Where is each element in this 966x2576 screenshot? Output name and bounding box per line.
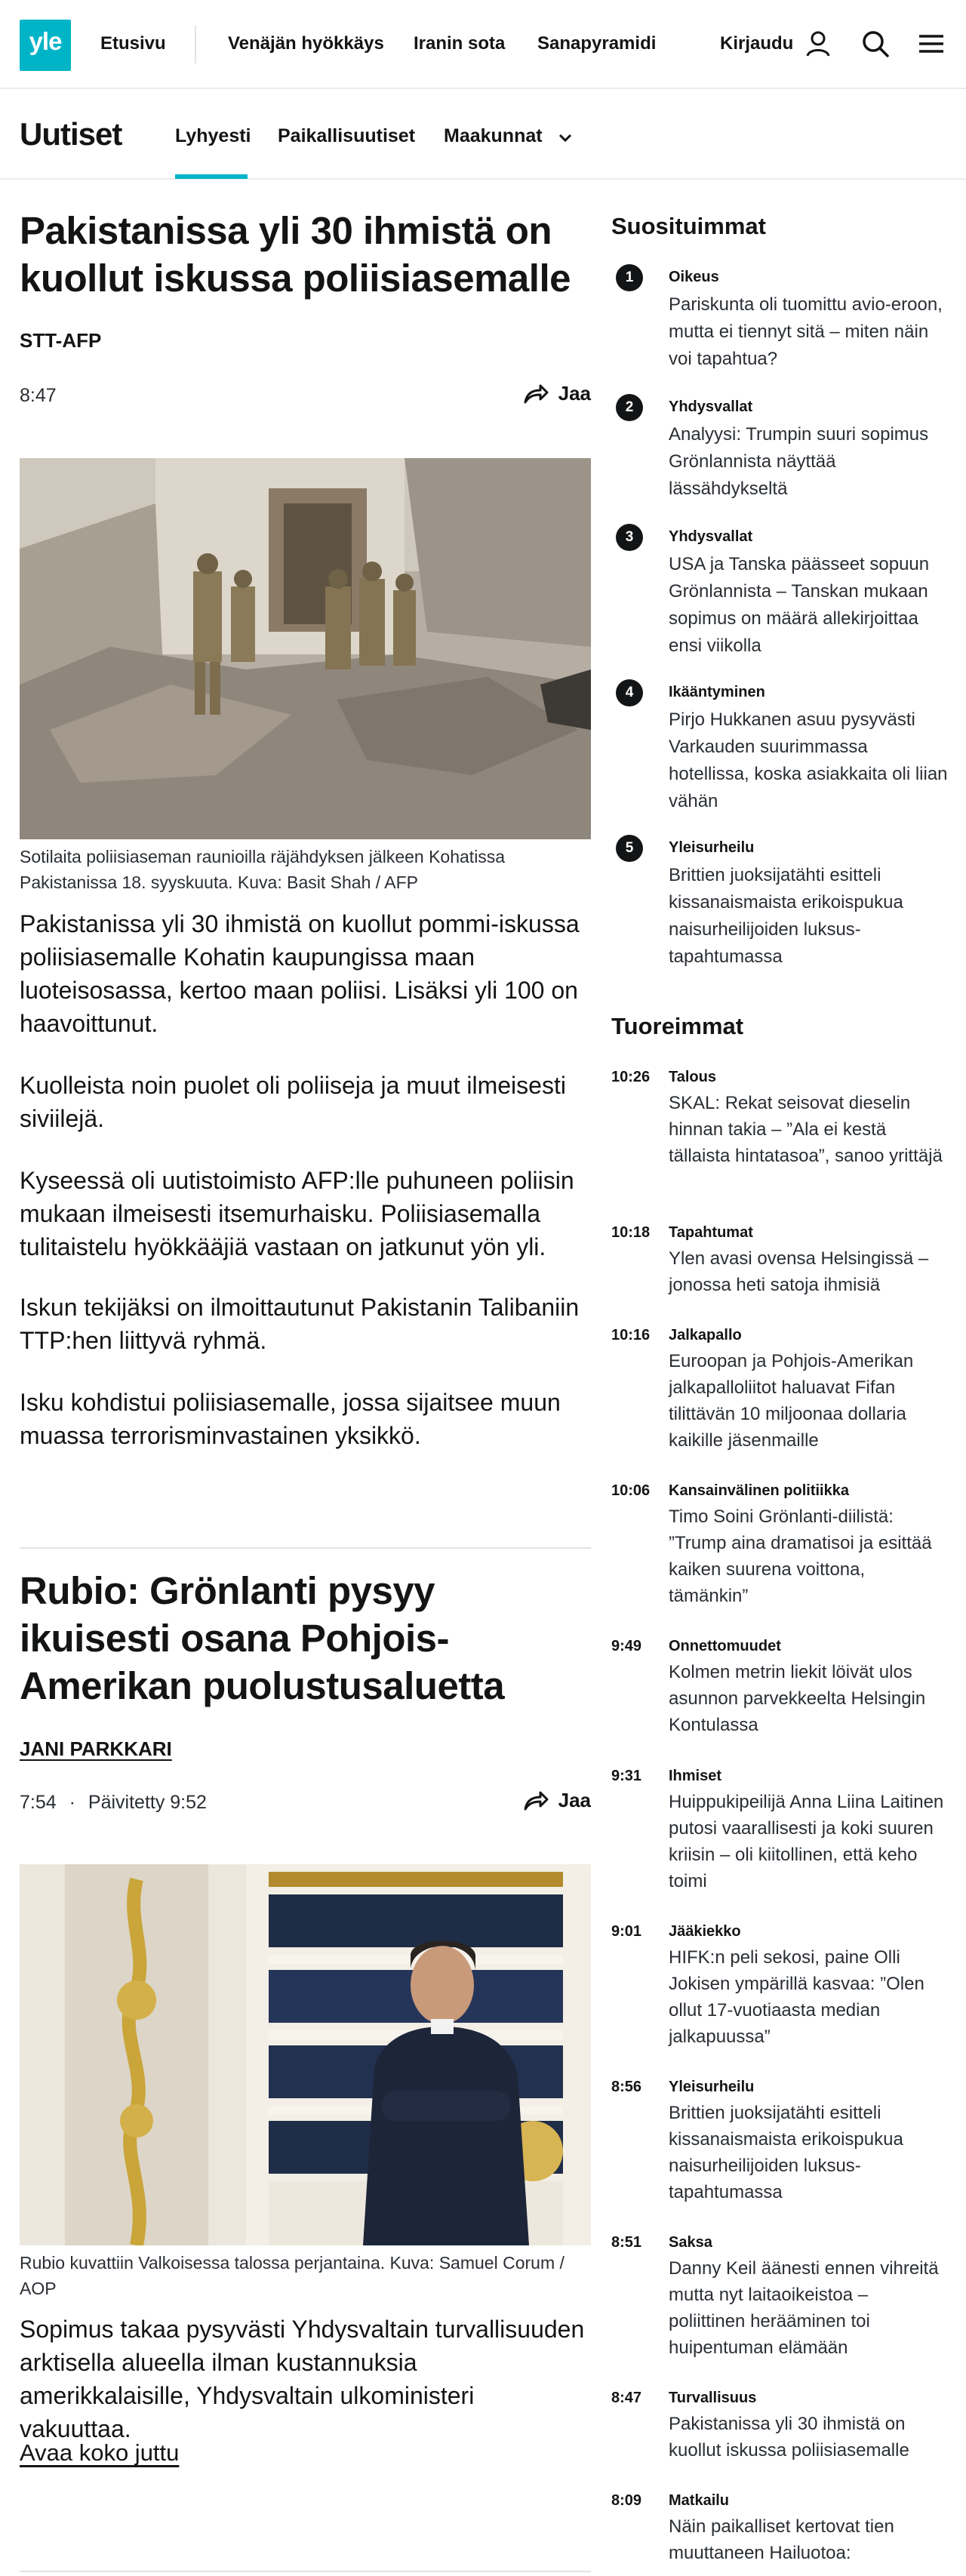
share-button[interactable] xyxy=(522,382,591,405)
active-tab-indicator xyxy=(175,174,248,179)
logo-text: yle xyxy=(29,27,62,55)
article-photo-soldiers[interactable] xyxy=(20,458,591,839)
latest-time: 10:26 xyxy=(611,1069,651,1085)
latest-headline[interactable]: Timo Soini Grönlanti-diilistä: ”Trump aina dramatisoi ja esittää kaiken suurena voittona, tämänkin” xyxy=(669,1507,932,1606)
latest-time: 8:56 xyxy=(611,2079,642,2095)
latest-headline[interactable]: Näin paikalliset kertovat tien muuttaneen Hailuotoa: xyxy=(669,2516,894,2563)
rank-badge: 2 xyxy=(616,394,643,421)
article-photo-rubio[interactable] xyxy=(20,1864,591,2245)
latest-time: 10:06 xyxy=(611,1482,651,1499)
article-paragraph: Sopimus takaa pysyvästi Yhdysvaltain turvallisuuden arktisella alueella ilman kustannuksia amerikkalaisille, Yhdysvaltain ulkoministeri vakuuttaa. xyxy=(20,2316,585,2442)
tab-maakunnat[interactable]: Maakunnat xyxy=(444,125,543,146)
latest-category: Talous xyxy=(669,1069,716,1085)
author-link[interactable]: JANI PARKKARI xyxy=(20,1737,172,1760)
latest-category: Ihmiset xyxy=(669,1768,722,1784)
rank-badge: 4 xyxy=(616,679,643,706)
photo-caption: Rubio kuvattiin Valkoisessa talossa perjantaina. Kuva: Samuel Corum / AOP xyxy=(20,2253,565,2298)
latest-headline[interactable]: Pakistanissa yli 30 ihmistä on kuollut iskussa poliisiasemalle xyxy=(669,2414,909,2461)
latest-category: Tapahtumat xyxy=(669,1224,753,1241)
latest-time: 9:49 xyxy=(611,1638,642,1654)
latest-category: Yleisurheilu xyxy=(669,2079,755,2095)
article-paragraph: Kuolleista noin puolet oli poliiseja ja muut ilmeisesti siviilejä. xyxy=(20,1072,566,1132)
popular-category: Ikääntyminen xyxy=(669,684,765,700)
share-label: Jaa xyxy=(558,1789,591,1811)
rank-badge: 5 xyxy=(616,835,643,862)
article-paragraph: Isku kohdistui poliisiasemalle, jossa sijaitsee muun muassa terrorisminvastainen yksikkö. xyxy=(20,1389,561,1449)
section-title[interactable]: Uutiset xyxy=(20,116,122,152)
nav-sanapyramidi[interactable]: Sanapyramidi xyxy=(537,33,657,54)
share-icon xyxy=(522,1790,549,1812)
meta-separator: · xyxy=(69,1792,75,1813)
rank-badge: 3 xyxy=(616,524,643,551)
login-link[interactable]: Kirjaudu xyxy=(720,33,794,54)
article-divider xyxy=(20,1547,591,1549)
popular-category: Yleisurheilu xyxy=(669,839,755,856)
latest-category: Kansainvälinen politiikka xyxy=(669,1482,849,1499)
latest-category: Turvallisuus xyxy=(669,2390,757,2406)
search-icon[interactable] xyxy=(859,27,892,60)
nav-venajan-hyokkays[interactable]: Venäjän hyökkäys xyxy=(228,33,384,54)
read-more-link[interactable]: Avaa koko juttu xyxy=(20,2439,180,2466)
popular-headline[interactable]: Analyysi: Trumpin suuri sopimus Grönlannista näyttää lässähdykseltä xyxy=(669,424,929,499)
share-button[interactable] xyxy=(522,1789,591,1812)
rank-badge: 1 xyxy=(616,264,643,291)
yle-logo[interactable] xyxy=(20,20,71,71)
article-updated: Päivitetty 9:52 xyxy=(88,1792,207,1813)
article-paragraph: Kyseessä oli uutistoimisto AFP:lle puhuneen poliisin mukaan ilmeisesti itsemurhaisku. Poliisiasemalla tulitaistelu hyökkääjiä vastaan on jatkunut yön yli. xyxy=(20,1167,574,1260)
article-time: 8:47 xyxy=(20,385,57,406)
popular-category: Oikeus xyxy=(669,269,719,285)
latest-category: Onnettomuudet xyxy=(669,1638,781,1654)
popular-category: Yhdysvallat xyxy=(669,528,753,545)
menu-icon[interactable] xyxy=(915,27,948,60)
article-divider xyxy=(20,2571,591,2572)
latest-headline[interactable]: Danny Keil äänesti ennen vihreitä mutta nyt laitaoikeistoa – poliittinen herääminen toi huipentuman elämään xyxy=(669,2258,939,2358)
latest-headline[interactable]: HIFK:n peli sekosi, paine Olli Jokisen ympärillä kasvaa: ”Olen ollut 17-vuotiaasta median jalkapuussa” xyxy=(669,1947,924,2047)
article-title[interactable]: Pakistanissa yli 30 ihmistä on kuollut iskussa poliisiasemalle xyxy=(20,209,571,300)
top-bar xyxy=(0,0,966,89)
nav-iranin-sota[interactable]: Iranin sota xyxy=(414,33,506,54)
nav-divider xyxy=(195,26,196,63)
tab-lyhyesti[interactable]: Lyhyesti xyxy=(175,125,251,146)
article-byline: STT-AFP xyxy=(20,329,102,352)
popular-headline[interactable]: Brittien juoksijatähti esitteli kissanaismaista erikoispukua naisurheilijoiden luksus-tapahtumassa xyxy=(669,865,903,967)
latest-time: 9:01 xyxy=(611,1923,642,1940)
article-title[interactable]: Rubio: Grönlanti pysyy ikuisesti osana Pohjois-Amerikan puolustusaluetta xyxy=(20,1569,505,1707)
nav-etusivu[interactable]: Etusivu xyxy=(100,33,166,54)
popular-category: Yhdysvallat xyxy=(669,399,753,415)
latest-headline[interactable]: Ylen avasi ovensa Helsingissä – jonossa heti satoja ihmisiä xyxy=(669,1248,929,1295)
latest-category: Jalkapallo xyxy=(669,1327,742,1343)
latest-category: Jääkiekko xyxy=(669,1923,741,1940)
popular-headline[interactable]: Pariskunta oli tuomittu avio-eroon, mutta ei tiennyt sitä – miten näin voi tapahtua? xyxy=(669,294,943,369)
article-paragraph: Iskun tekijäksi on ilmoittautunut Pakistanin Talibaniin TTP:hen liittyvä ryhmä. xyxy=(20,1294,580,1354)
tab-paikallisuutiset[interactable]: Paikallisuutiset xyxy=(278,125,416,146)
latest-category: Matkailu xyxy=(669,2492,730,2509)
latest-time: 8:51 xyxy=(611,2234,642,2251)
latest-time: 9:31 xyxy=(611,1768,642,1784)
latest-time: 8:47 xyxy=(611,2390,642,2406)
latest-time: 10:16 xyxy=(611,1327,651,1343)
latest-heading: Tuoreimmat xyxy=(611,1013,744,1039)
latest-category: Saksa xyxy=(669,2234,712,2251)
chevron-down-icon[interactable] xyxy=(555,128,575,148)
popular-headline[interactable]: Pirjo Hukkanen asuu pysyvästi Varkauden suurimmassa hotellissa, koska asiakkaita oli liian vähän xyxy=(669,709,948,811)
share-icon xyxy=(522,383,549,405)
latest-time: 10:18 xyxy=(611,1224,651,1241)
popular-headline[interactable]: USA ja Tanska päässeet sopuun Grönlannista – Tanskan mukaan sopimus on määrä allekirjoittaa ensi viikolla xyxy=(669,554,930,656)
latest-headline[interactable]: Huippukipeilijä Anna Liina Laitinen putosi vaarallisesti ja koki suuren kriisin – oli kiitollinen, että keho toimi xyxy=(669,1792,944,1891)
user-icon[interactable] xyxy=(801,27,835,60)
latest-headline[interactable]: SKAL: Rekat seisovat dieselin hinnan takia – ”Ala ei kestä tällaista hintatasoa”, sanoo yrittäjä xyxy=(669,1093,943,1166)
photo-caption: Sotilaita poliisiaseman raunioilla räjähdyksen jälkeen Kohatissa Pakistanissa 18. syyskuuta. Kuva: Basit Shah / AFP xyxy=(20,847,506,892)
latest-time: 8:09 xyxy=(611,2492,642,2509)
article-paragraph: Pakistanissa yli 30 ihmistä on kuollut pommi-iskussa poliisiasemalle Kohatin kaupungissa maan luoteisosassa, kertoo maan poliisi. Lisäksi yli 100 on haavoittunut. xyxy=(20,910,580,1037)
section-nav xyxy=(0,91,966,180)
latest-headline[interactable]: Euroopan ja Pohjois-Amerikan jalkapalloliitot haluavat Fifan tilittävän 10 miljoonaa dollaria kaikille jäsenmaille xyxy=(669,1351,914,1451)
article-time-meta xyxy=(20,1792,207,1814)
popular-heading: Suosituimmat xyxy=(611,213,766,239)
latest-headline[interactable]: Brittien juoksijatähti esitteli kissanaismaista erikoispukua naisurheilijoiden luksus-tapahtumassa xyxy=(669,2103,903,2202)
article-time: 7:54 xyxy=(20,1792,57,1813)
latest-headline[interactable]: Kolmen metrin liekit löivät ulos asunnon parvekkeelta Helsingin Kontulassa xyxy=(669,1662,926,1735)
share-label: Jaa xyxy=(558,382,591,405)
